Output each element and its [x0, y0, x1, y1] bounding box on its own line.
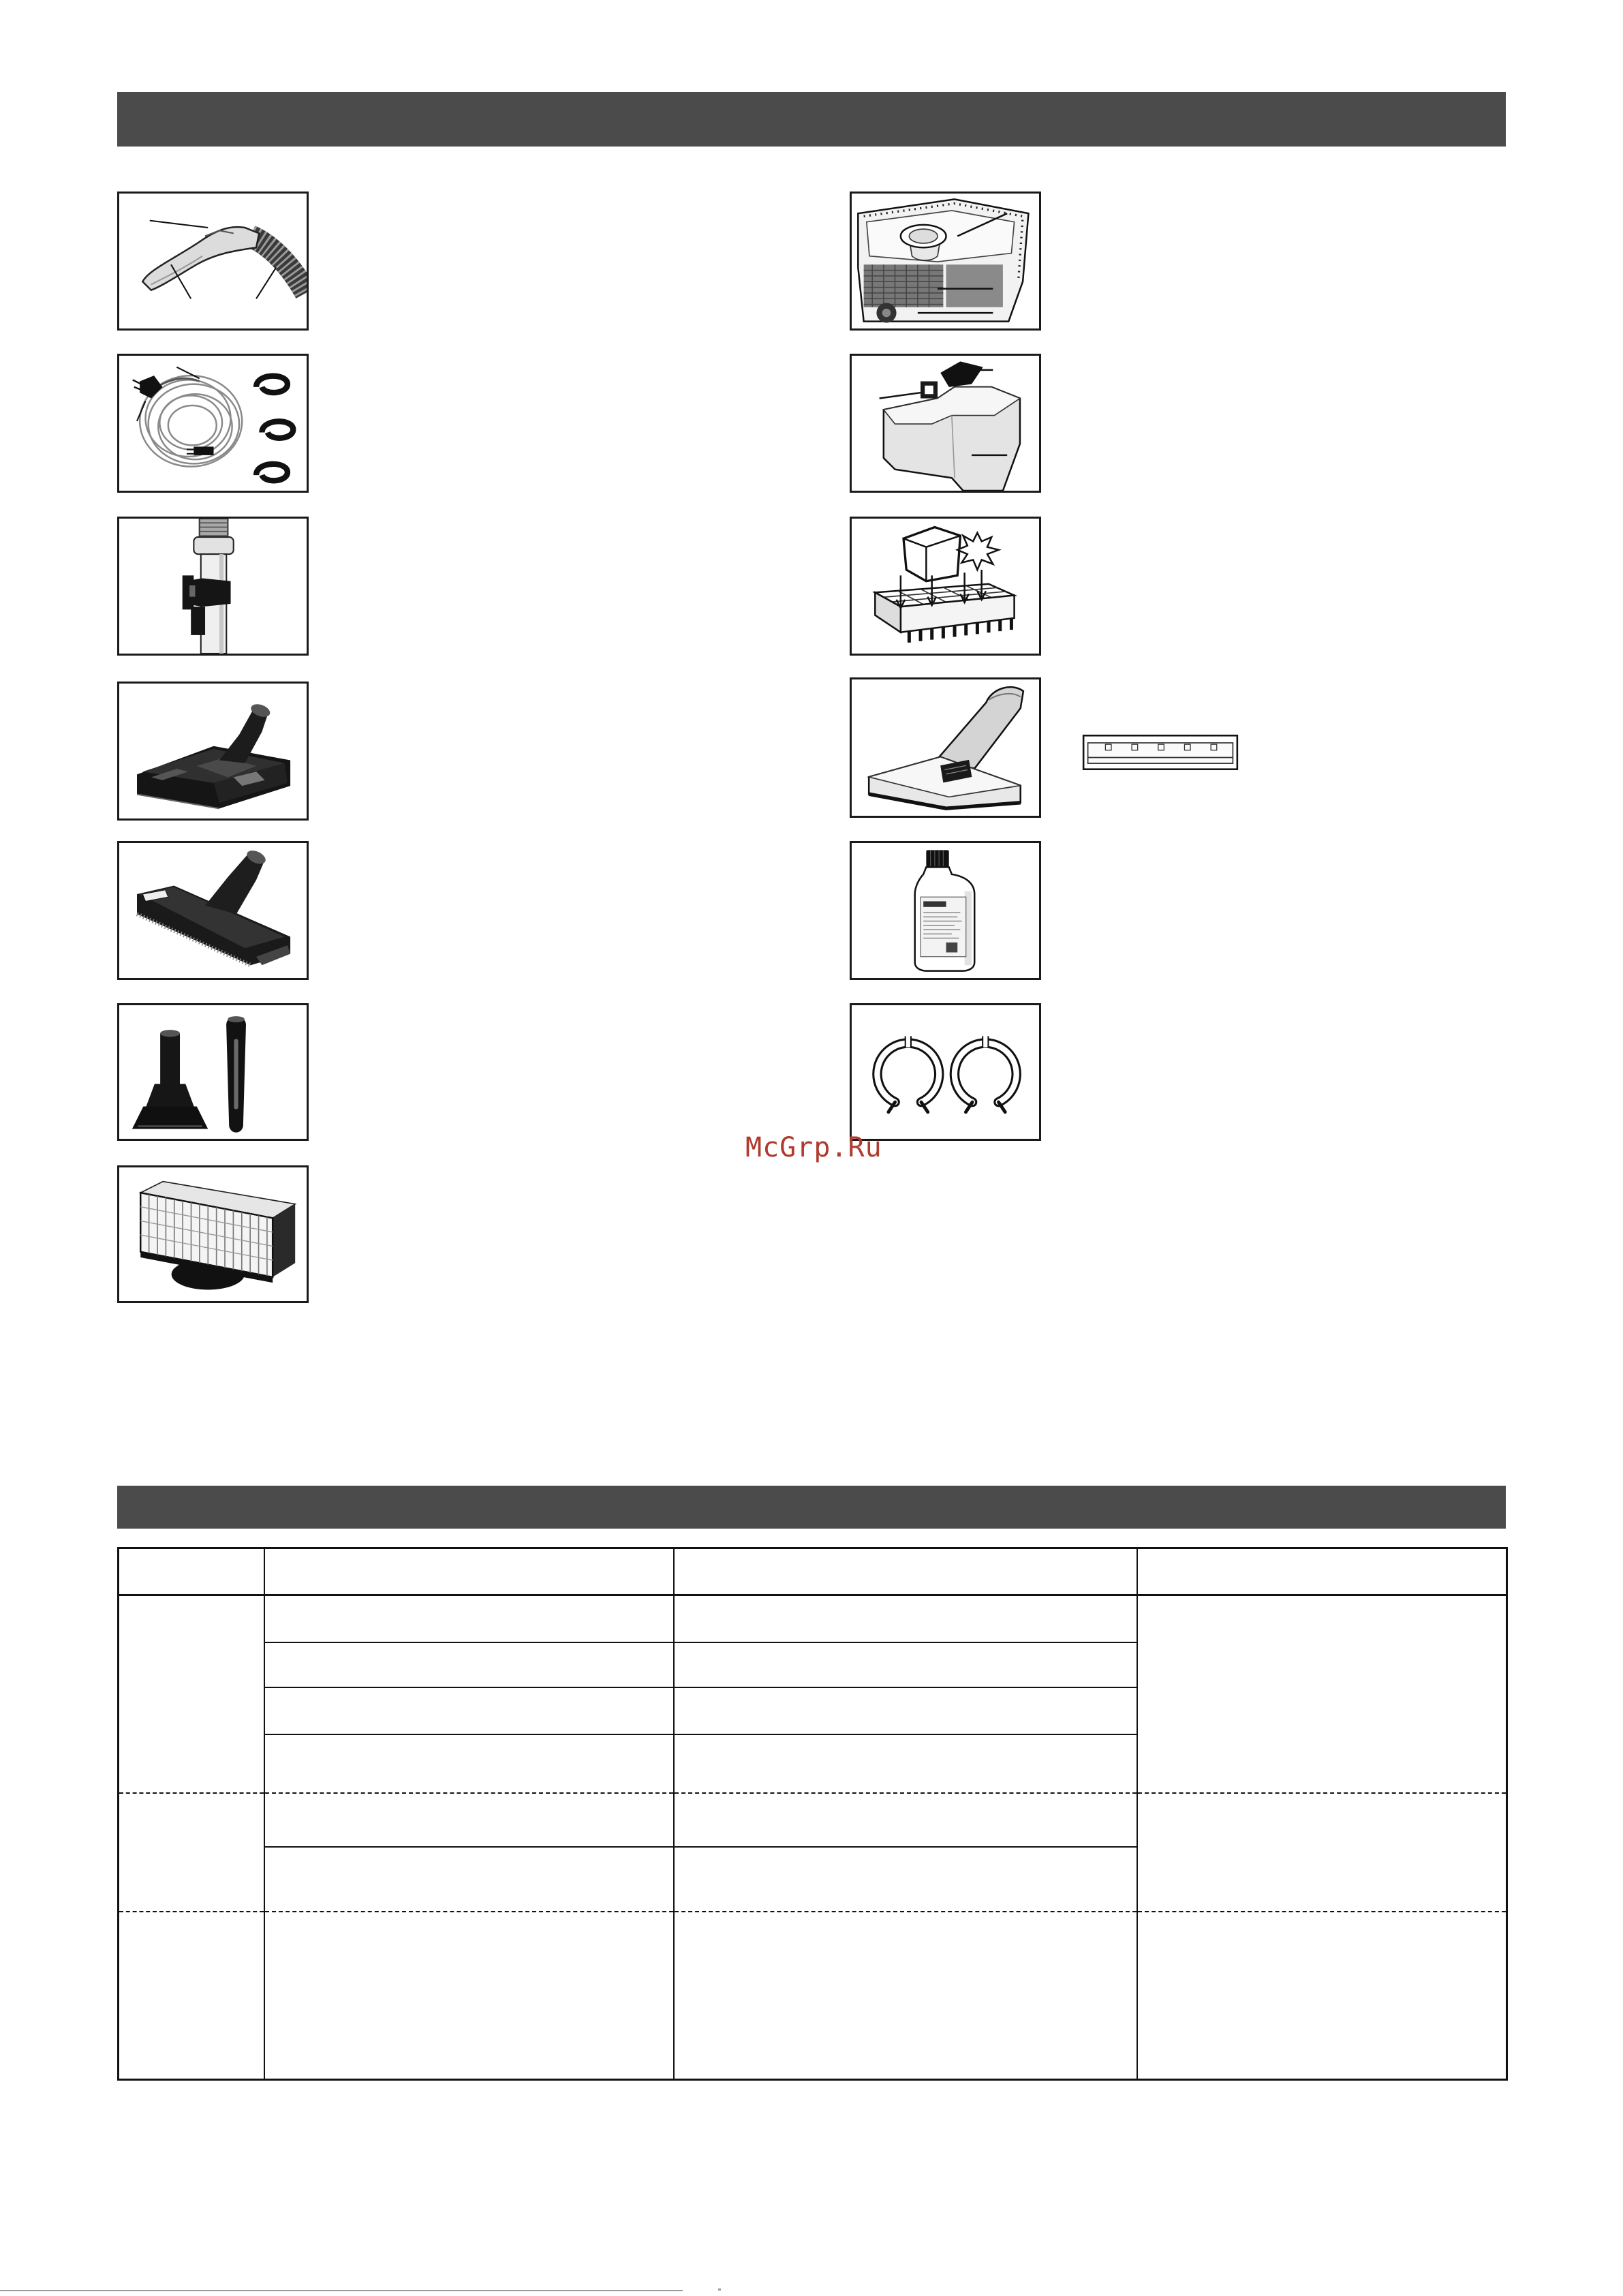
table-cell — [264, 1847, 674, 1912]
table-row — [119, 1595, 1507, 1642]
illustration-hose-handle — [117, 192, 309, 331]
brush-nozzle-drawing — [119, 843, 307, 978]
footer-mark — [718, 2289, 721, 2291]
table-cell — [674, 1793, 1137, 1847]
table-cell — [119, 1595, 264, 1793]
water-filter-box-drawing — [852, 194, 1039, 328]
specification-table — [117, 1547, 1508, 2081]
watermark: McGrp.Ru — [745, 1132, 882, 1163]
hose-clips-drawing — [852, 1005, 1039, 1139]
small-nozzles-drawing — [119, 1005, 307, 1139]
table-header-cell — [264, 1548, 674, 1595]
illustration-liquid-bottle — [850, 841, 1041, 980]
illustration-hose-clips — [850, 1003, 1041, 1141]
table-cell — [674, 1734, 1137, 1793]
table-header-cell — [674, 1548, 1137, 1595]
illustration-tube-clip — [117, 517, 309, 656]
illustration-floor-nozzle — [117, 682, 309, 821]
illustration-filter-cartridge — [117, 1165, 309, 1303]
table-cell — [674, 1687, 1137, 1734]
tube-clip-drawing — [119, 519, 307, 654]
table-header-row — [119, 1548, 1507, 1595]
illustration-brush-nozzle — [117, 841, 309, 980]
footer-rule — [0, 2290, 683, 2291]
section-header-bar — [117, 92, 1506, 147]
table-cell — [119, 1793, 264, 1912]
table-cell — [1137, 1595, 1507, 1793]
table-cell — [264, 1642, 674, 1687]
table-cell — [674, 1847, 1137, 1912]
table-cell — [1137, 1793, 1507, 1912]
window-nozzle-drawing — [852, 679, 1039, 816]
illustration-small-nozzles — [117, 1003, 309, 1141]
table-cell — [264, 1595, 674, 1642]
table-cell — [264, 1734, 674, 1793]
table-header-cell — [119, 1548, 264, 1595]
power-cord-drawing — [119, 356, 307, 491]
floor-nozzle-drawing — [119, 684, 307, 818]
table-row — [119, 1912, 1507, 2080]
table-cell — [1137, 1912, 1507, 2080]
table-row — [119, 1793, 1507, 1847]
table-cell — [674, 1912, 1137, 2080]
table-cell — [264, 1687, 674, 1734]
water-tank-drawing — [852, 356, 1039, 491]
table-cell — [674, 1642, 1137, 1687]
section-header-bar — [117, 1486, 1506, 1529]
illustration-nozzle-strip — [1082, 734, 1239, 771]
liquid-bottle-drawing — [852, 843, 1039, 978]
filter-insertion-drawing — [852, 519, 1039, 654]
illustration-filter-insertion — [850, 517, 1041, 656]
table-cell — [264, 1793, 674, 1847]
filter-cartridge-drawing — [119, 1167, 307, 1301]
table-cell — [264, 1912, 674, 2080]
table-cell — [119, 1912, 264, 2080]
illustration-window-nozzle — [850, 677, 1041, 818]
table-cell — [674, 1595, 1137, 1642]
illustration-water-filter-box — [850, 192, 1041, 331]
nozzle-strip-drawing — [1082, 734, 1239, 771]
table-header-cell — [1137, 1548, 1507, 1595]
illustration-water-tank — [850, 354, 1041, 493]
illustration-power-cord — [117, 354, 309, 493]
hose-handle-drawing — [119, 194, 307, 328]
